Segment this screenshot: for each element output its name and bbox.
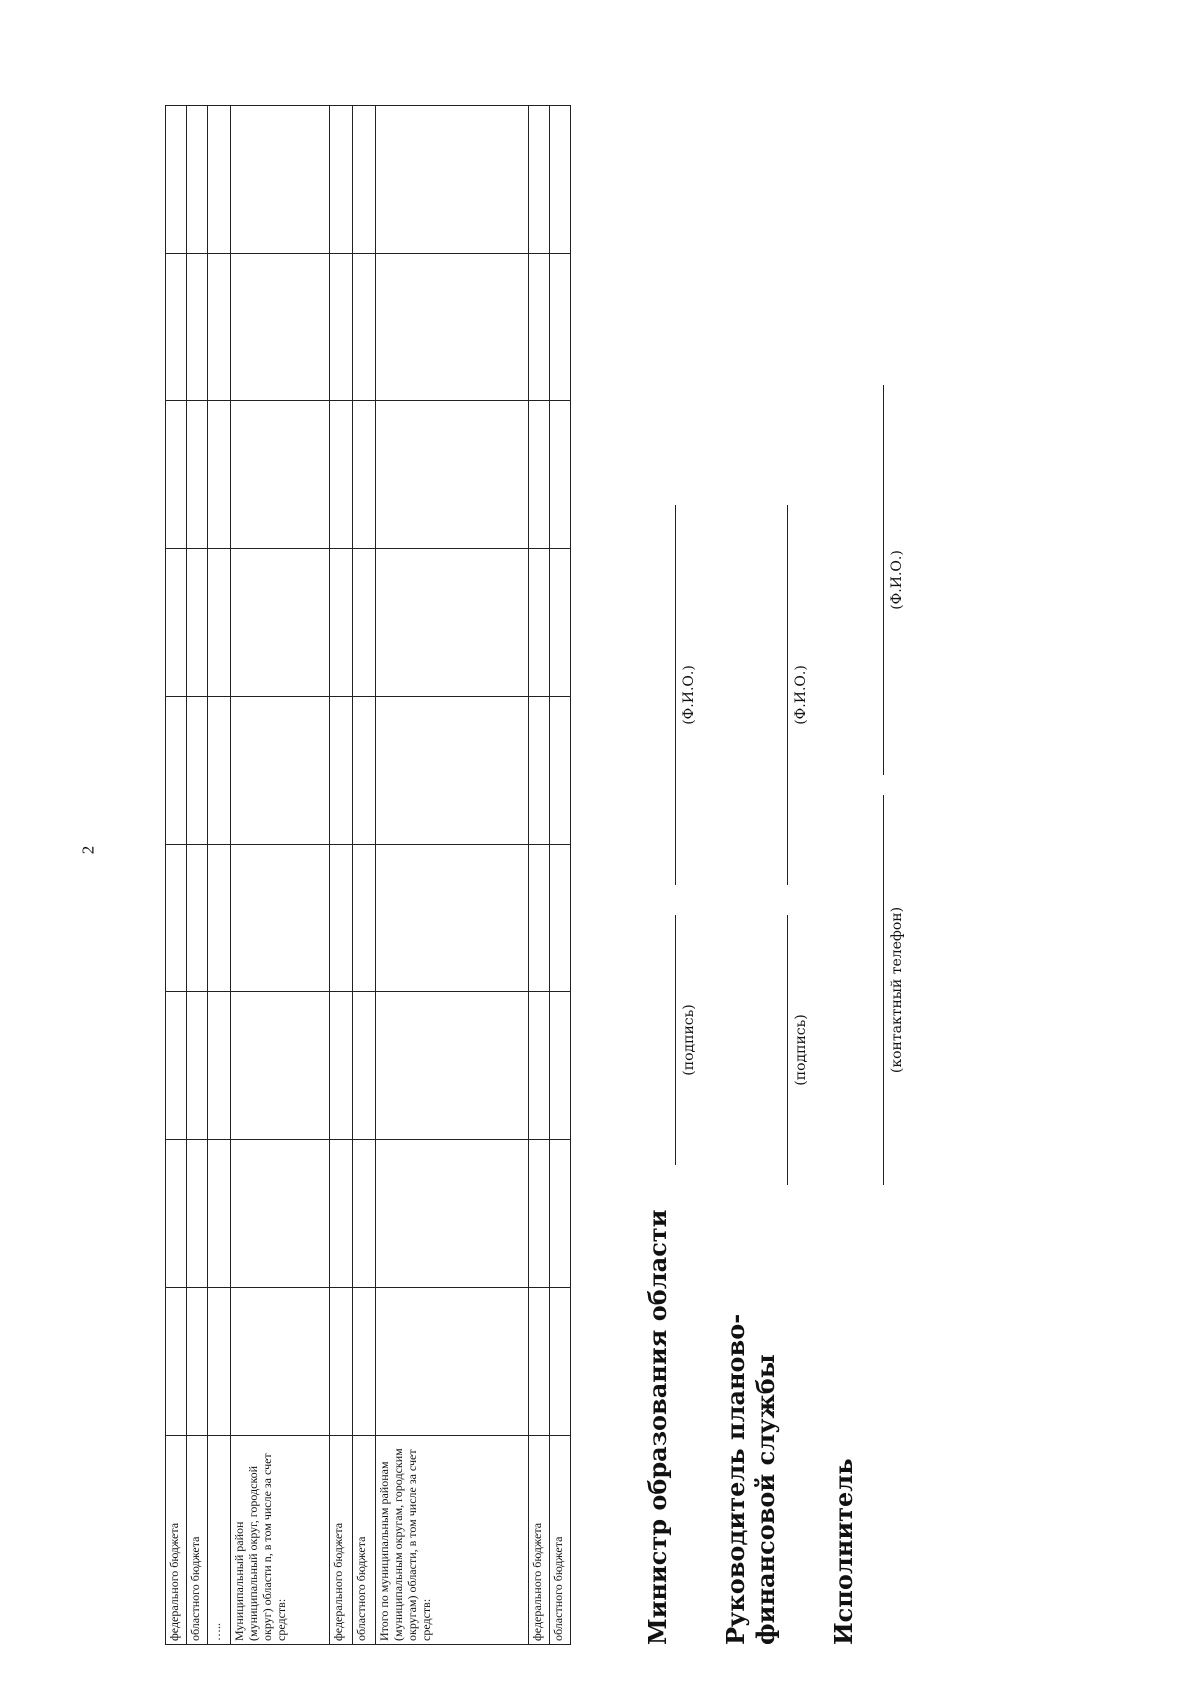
finance-head-title: Руководитель планово-финансовой службы — [721, 1313, 780, 1645]
empty-value-cell — [187, 253, 208, 401]
signatures-section — [635, 155, 1175, 1645]
empty-value-cell — [353, 992, 376, 1140]
empty-value-cell — [231, 1287, 330, 1435]
empty-value-cell — [550, 1140, 571, 1288]
row-label-cell: областного бюджета — [550, 1435, 571, 1644]
table-row — [529, 106, 550, 1645]
empty-value-cell — [353, 696, 376, 844]
table-row — [166, 106, 187, 1645]
empty-value-cell — [231, 696, 330, 844]
page-number: 2 — [78, 845, 98, 855]
empty-value-cell — [550, 106, 571, 254]
empty-value-cell — [376, 401, 529, 549]
row-label-cell: федерального бюджета — [166, 1435, 187, 1644]
empty-value-cell — [529, 992, 550, 1140]
empty-value-cell — [529, 549, 550, 697]
table-row — [550, 106, 571, 1645]
empty-value-cell — [376, 253, 529, 401]
empty-value-cell — [353, 844, 376, 992]
empty-value-cell — [550, 401, 571, 549]
empty-value-cell — [353, 106, 376, 254]
empty-value-cell — [529, 1140, 550, 1288]
empty-value-cell — [353, 401, 376, 549]
empty-value-cell — [529, 844, 550, 992]
table-body — [166, 106, 571, 1645]
empty-value-cell — [231, 1140, 330, 1288]
empty-value-cell — [166, 106, 187, 254]
empty-value-cell — [166, 1287, 187, 1435]
empty-value-cell — [376, 1287, 529, 1435]
empty-value-cell — [208, 696, 231, 844]
empty-value-cell — [166, 253, 187, 401]
empty-value-cell — [231, 844, 330, 992]
empty-value-cell — [208, 1287, 231, 1435]
empty-value-cell — [208, 992, 231, 1140]
table-row — [187, 106, 208, 1645]
empty-value-cell — [231, 401, 330, 549]
finance-head-signature-line — [787, 915, 788, 1185]
empty-value-cell — [166, 549, 187, 697]
table-row — [231, 106, 330, 1645]
row-label-cell: Итого по муниципальным районам (муниципальным округам, городским округам) области, в том числе за счет средств: — [376, 1435, 529, 1644]
empty-value-cell — [187, 401, 208, 549]
empty-value-cell — [208, 253, 231, 401]
minister-title: Министр образования области — [643, 1209, 672, 1645]
minister-name-caption: (Ф.И.О.) — [681, 665, 697, 725]
empty-value-cell — [330, 106, 353, 254]
empty-value-cell — [208, 844, 231, 992]
empty-value-cell — [550, 844, 571, 992]
minister-name-line — [675, 505, 676, 885]
landscape-sheet — [165, 155, 1200, 1645]
table-row — [208, 106, 231, 1645]
empty-value-cell — [353, 1287, 376, 1435]
empty-value-cell — [550, 1287, 571, 1435]
minister-signature-line — [675, 915, 676, 1165]
empty-value-cell — [550, 696, 571, 844]
empty-value-cell — [330, 696, 353, 844]
empty-value-cell — [529, 696, 550, 844]
empty-value-cell — [187, 1140, 208, 1288]
empty-value-cell — [187, 696, 208, 844]
empty-value-cell — [330, 992, 353, 1140]
empty-value-cell — [376, 696, 529, 844]
executor-name-line — [883, 385, 884, 775]
empty-value-cell — [353, 1140, 376, 1288]
table-row — [376, 106, 529, 1645]
empty-value-cell — [187, 106, 208, 254]
empty-value-cell — [208, 1140, 231, 1288]
finance-head-signature-caption: (подпись) — [793, 1014, 809, 1086]
row-label-cell: областного бюджета — [353, 1435, 376, 1644]
finance-head-name-caption: (Ф.И.О.) — [793, 665, 809, 725]
executor-name-caption: (Ф.И.О.) — [889, 550, 905, 610]
empty-value-cell — [550, 549, 571, 697]
table-row — [353, 106, 376, 1645]
table-row — [330, 106, 353, 1645]
empty-value-cell — [529, 1287, 550, 1435]
finance-head-name-line — [787, 505, 788, 885]
empty-value-cell — [330, 549, 353, 697]
executor-phone-caption: (контактный телефон) — [889, 906, 905, 1074]
empty-value-cell — [166, 696, 187, 844]
empty-value-cell — [376, 844, 529, 992]
empty-value-cell — [330, 401, 353, 549]
row-label-cell: областного бюджета — [187, 1435, 208, 1644]
empty-value-cell — [376, 106, 529, 254]
row-label-cell: федерального бюджета — [529, 1435, 550, 1644]
row-label-cell: федерального бюджета — [330, 1435, 353, 1644]
empty-value-cell — [208, 401, 231, 549]
empty-value-cell — [529, 253, 550, 401]
empty-value-cell — [166, 844, 187, 992]
empty-value-cell — [330, 1140, 353, 1288]
empty-value-cell — [376, 549, 529, 697]
empty-value-cell — [187, 1287, 208, 1435]
empty-value-cell — [231, 992, 330, 1140]
empty-value-cell — [330, 844, 353, 992]
budget-table — [165, 105, 571, 1645]
empty-value-cell — [330, 1287, 353, 1435]
executor-phone-line — [883, 795, 884, 1185]
empty-value-cell — [187, 844, 208, 992]
minister-signature-caption: (подпись) — [681, 1004, 697, 1076]
row-label-cell: Муниципальный район (муниципальный округ, городской округ) области n, в том числе за счет средств: — [231, 1435, 330, 1644]
empty-value-cell — [353, 253, 376, 401]
empty-value-cell — [550, 253, 571, 401]
row-label-cell: ….. — [208, 1435, 231, 1644]
empty-value-cell — [231, 549, 330, 697]
empty-value-cell — [231, 106, 330, 254]
empty-value-cell — [376, 1140, 529, 1288]
empty-value-cell — [529, 401, 550, 549]
empty-value-cell — [550, 992, 571, 1140]
empty-value-cell — [166, 401, 187, 549]
empty-value-cell — [529, 106, 550, 254]
empty-value-cell — [187, 549, 208, 697]
empty-value-cell — [208, 106, 231, 254]
empty-value-cell — [166, 992, 187, 1140]
empty-value-cell — [166, 1140, 187, 1288]
empty-value-cell — [187, 992, 208, 1140]
empty-value-cell — [208, 549, 231, 697]
empty-value-cell — [353, 549, 376, 697]
empty-value-cell — [330, 253, 353, 401]
empty-value-cell — [376, 992, 529, 1140]
empty-value-cell — [231, 253, 330, 401]
executor-title: Исполнитель — [829, 1458, 858, 1645]
